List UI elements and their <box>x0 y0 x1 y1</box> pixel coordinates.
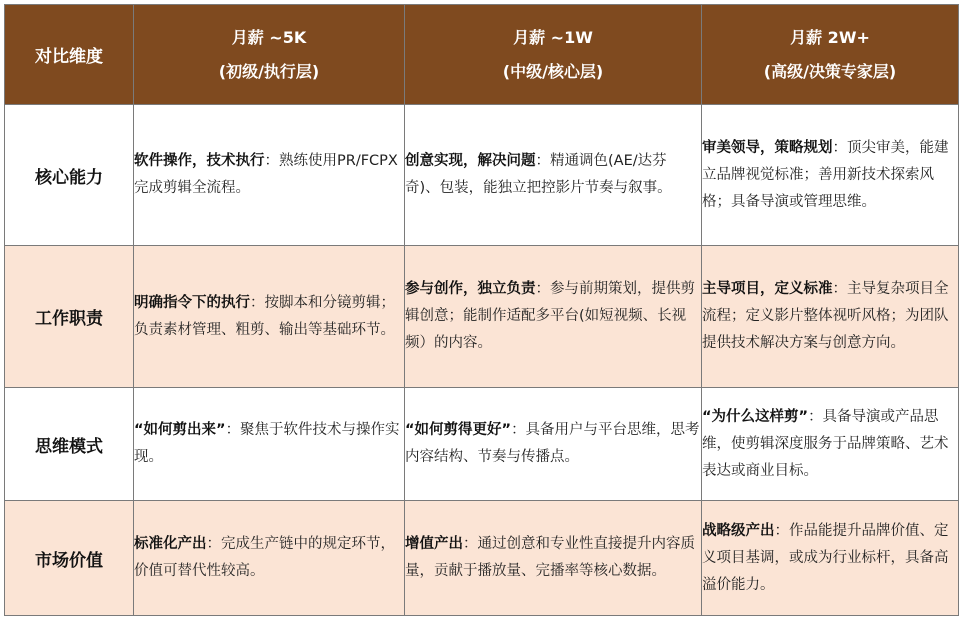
table-cell <box>134 388 405 501</box>
cell-highlight: 标准化产出 <box>134 536 207 552</box>
row-dimension-label: 工作职责 <box>5 246 134 388</box>
table-cell <box>702 501 959 616</box>
header-col-1w-title: 月薪 ~1W <box>513 27 593 47</box>
cell-highlight: 创意实现，解决问题 <box>405 153 536 169</box>
table-cell <box>405 246 702 388</box>
table-cell <box>702 388 959 501</box>
table-cell <box>702 105 959 246</box>
cell-highlight: 软件操作，技术执行 <box>134 153 265 169</box>
cell-text: ：完成生产链中的规定环节，价值可替代性较高。 <box>134 536 395 579</box>
cell-text: ：参与前期策划，提供剪辑创意；能制作适配多平台(如短视频、长视频）的内容。 <box>405 281 695 351</box>
cell-highlight: 主导项目，定义标准 <box>702 281 833 297</box>
header-col-5k-subtitle: (初级/执行层) <box>218 61 320 81</box>
cell-highlight: “如何剪出来” <box>134 422 226 438</box>
table-cell <box>405 105 702 246</box>
cell-highlight: “如何剪得更好” <box>405 422 512 438</box>
cell-text: ：熟练使用PR/FCPX完成剪辑全流程。 <box>134 153 398 196</box>
cell-text: ：聚焦于软件技术与操作实现。 <box>134 422 400 465</box>
cell-text: ：具备用户与平台思维，思考内容结构、节奏与传播点。 <box>405 422 700 465</box>
comparison-table <box>4 4 959 616</box>
header-row <box>5 5 959 105</box>
header-col-5k <box>134 5 405 105</box>
table-cell <box>405 501 702 616</box>
table-cell <box>405 388 702 501</box>
row-dimension-label: 核心能力 <box>5 105 134 246</box>
header-col-1w <box>405 5 702 105</box>
cell-text: ：主导复杂项目全流程；定义影片整体视听风格；为团队提供技术解决方案与创意方向。 <box>702 281 949 351</box>
cell-highlight: 战略级产出 <box>702 522 775 539</box>
table-row <box>5 105 959 246</box>
header-col-2w-title: 月薪 2W+ <box>790 27 870 47</box>
cell-highlight: 参与创作，独立负责 <box>405 281 536 297</box>
header-col-5k-title: 月薪 ~5K <box>231 27 307 47</box>
cell-highlight: “为什么这样剪” <box>702 408 809 425</box>
header-col-2w-subtitle: (高级/决策专家层) <box>763 61 897 81</box>
header-col-1w-subtitle: (中级/核心层) <box>502 61 604 81</box>
cell-text: ：顶尖审美，能建立品牌视觉标准；善用新技术探索风格；具备导演或管理思维。 <box>702 139 949 210</box>
table-cell <box>134 501 405 616</box>
cell-text: ：具备导演或产品思维，使剪辑深度服务于品牌策略、艺术表达或商业目标。 <box>702 408 949 479</box>
table-cell <box>134 105 405 246</box>
cell-text: ：通过创意和专业性直接提升内容质量，贡献于播放量、完播率等核心数据。 <box>405 536 695 579</box>
table-row <box>5 246 959 388</box>
table-cell <box>702 246 959 388</box>
cell-text: ：精通调色(AE/达芬奇)、包装，能独立把控影片节奏与叙事。 <box>405 153 672 196</box>
cell-highlight: 增值产出 <box>405 536 463 552</box>
table-row <box>5 501 959 616</box>
header-col-2w <box>702 5 959 105</box>
table-cell <box>134 246 405 388</box>
table-row <box>5 388 959 501</box>
cell-highlight: 明确指令下的执行 <box>134 294 250 311</box>
cell-highlight: 审美领导，策略规划 <box>702 139 833 156</box>
row-dimension-label: 思维模式 <box>5 388 134 501</box>
cell-text: ：按脚本和分镜剪辑；负责素材管理、粗剪、输出等基础环节。 <box>134 294 395 338</box>
cell-text: ：作品能提升品牌价值、定义项目基调，或成为行业标杆，具备高溢价能力。 <box>702 522 949 593</box>
header-dimension: 对比维度 <box>5 5 134 105</box>
row-dimension-label: 市场价值 <box>5 501 134 616</box>
